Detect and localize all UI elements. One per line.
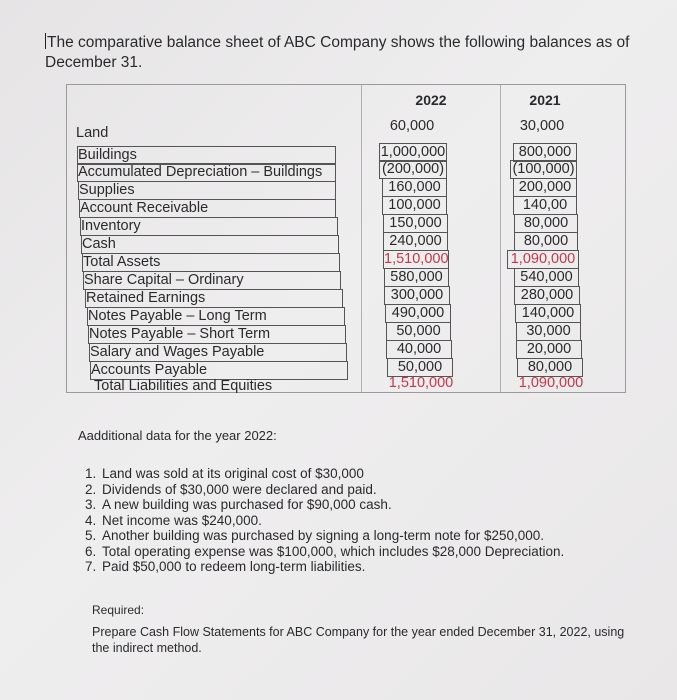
cell-2021: 140,000	[515, 304, 581, 323]
row-label: Buildings	[77, 146, 336, 165]
cell-2022: 60,000	[389, 118, 435, 134]
additional-data-list	[80, 466, 564, 575]
cell-2022: (200,000)	[379, 160, 447, 179]
row-label: Total Assets	[82, 253, 340, 272]
row-label: Account Receivable	[79, 199, 336, 218]
cell-2021: 800,000	[513, 143, 577, 162]
year-2021-header: 2021	[529, 92, 561, 108]
cell-2022: 160,000	[382, 178, 447, 197]
row-label: Inventory	[80, 217, 338, 236]
list-item: 6. Total operating expense was $100,000, which includes $28,000 Depreciation.	[100, 544, 564, 560]
list-item: 2. Dividends of $30,000 were declared and paid.	[100, 482, 564, 498]
cell-2022: 490,000	[385, 304, 451, 323]
cell-2022: 40,000	[386, 340, 452, 359]
cell-2022: 240,000	[383, 232, 448, 251]
list-item: 3. A new building was purchased for $90,000 cash.	[100, 497, 564, 513]
cell-2021: 80,000	[514, 214, 578, 233]
cell-2022: 50,000	[386, 322, 451, 341]
cell-2022: 150,000	[383, 214, 448, 233]
cell-2022: 1,000,000	[380, 144, 446, 160]
total-assets-2022: 1,510,000	[384, 251, 449, 267]
row-label: Salary and Wages Payable	[89, 343, 347, 362]
cell-2021: 280,000	[514, 286, 580, 305]
cell-2021: 140,00	[513, 196, 577, 215]
balance-sheet-table	[66, 84, 626, 393]
text-cursor	[45, 33, 46, 49]
row-label: Notes Payable – Short Term	[88, 325, 346, 344]
cell-2022: 50,000	[387, 358, 453, 377]
cell-2021: 30,000	[516, 322, 581, 341]
row-label: Total Liabilities and Equities	[94, 378, 273, 394]
list-item: 7. Paid $50,000 to redeem long-term liabilities.	[100, 559, 564, 575]
total-liab-equity-2022: 1,510,000	[388, 375, 454, 391]
cell-2021: 30,000	[519, 118, 565, 134]
row-label: Retained Earnings	[85, 289, 343, 308]
row-label: Notes Payable – Long Term	[87, 307, 345, 326]
cell-2022: 580,000	[384, 268, 449, 287]
additional-data-heading: Aadditional data for the year 2022:	[78, 428, 277, 443]
row-label: Accumulated Depreciation – Buildings	[77, 163, 336, 182]
cell-2022: 100,000	[382, 196, 447, 215]
cell-2021: (100,000)	[510, 160, 577, 179]
cell-2021: 80,000	[514, 232, 578, 251]
year-2022-header: 2022	[415, 92, 447, 108]
row-label: Land	[76, 125, 109, 141]
required-text: Prepare Cash Flow Statements for ABC Company for the year ended December 31, 2022, using the indirect method.	[92, 625, 625, 655]
cell-2022: 300,000	[384, 286, 450, 305]
cell-2021: 80,000	[517, 358, 583, 377]
list-item: 5. Another building was purchased by signing a long-term note for $250,000.	[100, 528, 564, 544]
cell-2021: 200,000	[513, 178, 577, 197]
required-label: Required:	[92, 603, 145, 617]
list-item: 1. Land was sold at its original cost of $30,000	[100, 466, 564, 482]
intro-text: The comparative balance sheet of ABC Company shows the following balances as of December 31.	[45, 34, 630, 71]
cell-2021: 20,000	[516, 340, 582, 359]
row-label: Supplies	[78, 181, 336, 200]
total-liab-equity-2021: 1,090,000	[518, 375, 584, 391]
row-label: Accounts Payable	[90, 361, 348, 380]
cell-2021: 540,000	[514, 268, 579, 287]
list-item: 4. Net income was $240,000.	[100, 513, 564, 529]
row-label: Cash	[81, 235, 339, 254]
total-assets-2021: 1,090,000	[507, 250, 579, 269]
row-label: Share Capital – Ordinary	[83, 271, 341, 290]
